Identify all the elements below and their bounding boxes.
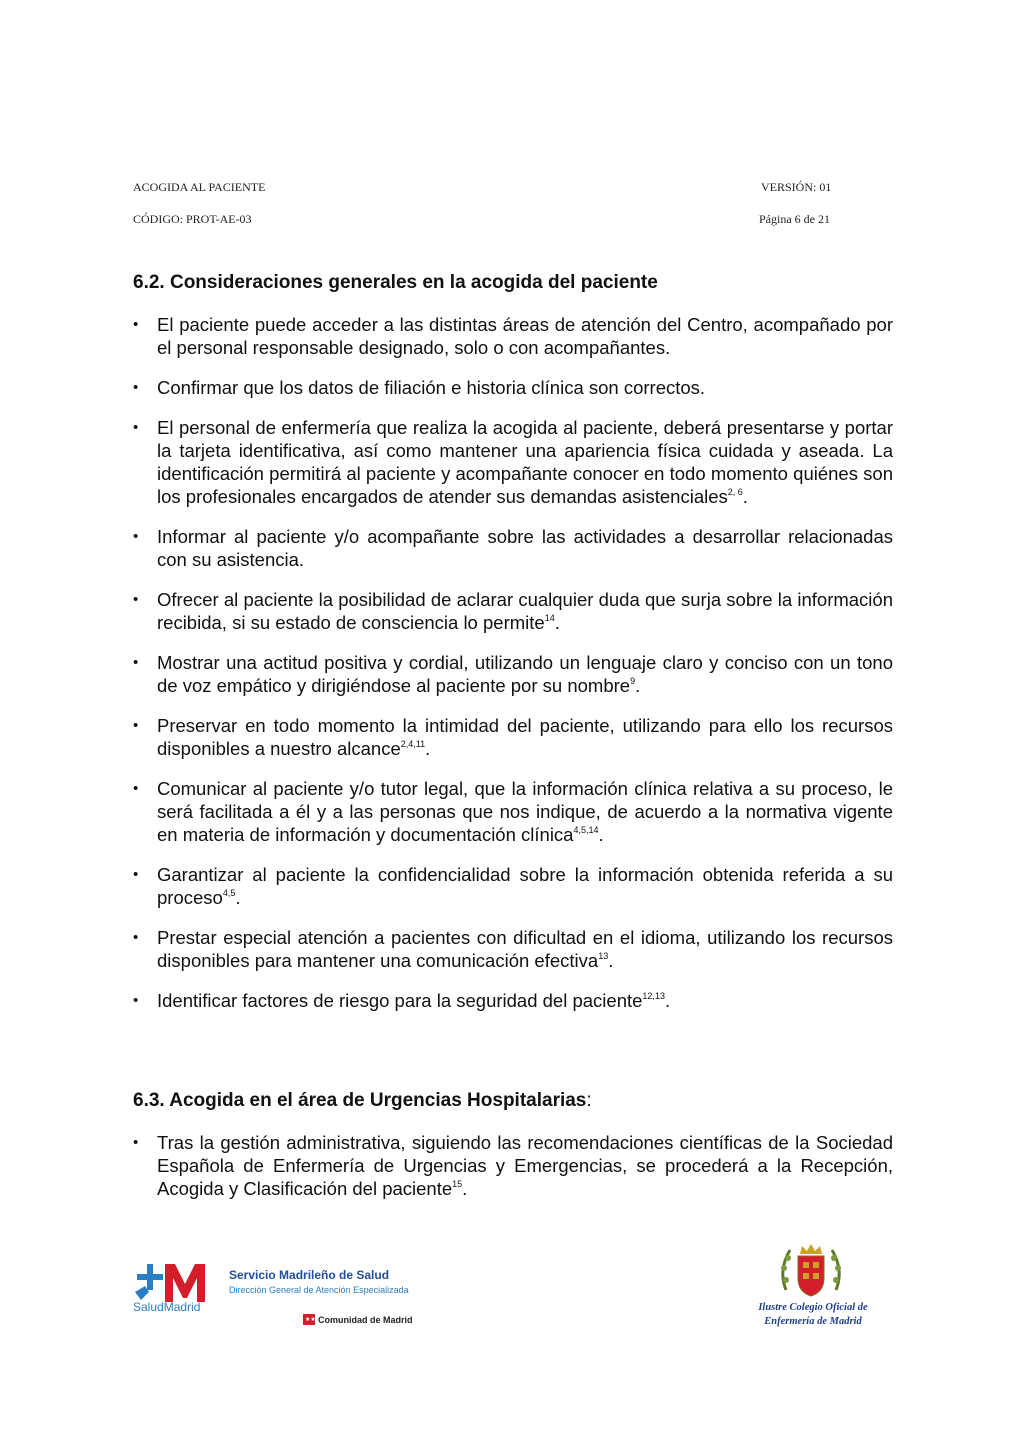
bullet-icon: • (133, 316, 139, 333)
saludmadrid-mark-icon (133, 1262, 213, 1304)
header-doc-title: ACOGIDA AL PACIENTE (133, 180, 266, 194)
colegio-name-line2: Enfermería de Madrid (764, 1316, 862, 1327)
comunidad-text: Comunidad de Madrid (318, 1314, 413, 1325)
sermas-logo (133, 1262, 433, 1332)
list-item (133, 714, 893, 760)
list-item-end-punctuation: . (664, 990, 671, 1011)
bullet-icon: • (133, 419, 139, 436)
bullet-icon: • (133, 717, 139, 734)
list-item (133, 1131, 893, 1200)
colegio-shield-icon (776, 1240, 846, 1300)
bullet-icon: • (133, 1134, 139, 1151)
reference-superscript: 2,4,11 (400, 739, 426, 749)
list-item-text: Prestar especial atención a pacientes con dificultad en el idioma, utilizando los recursos disponibles para mantener una comunicación efectiva (157, 927, 893, 971)
bullet-icon: • (133, 379, 139, 396)
bullet-icon: • (133, 780, 139, 797)
reference-superscript: 4,5 (222, 888, 236, 898)
list-item-end-punctuation: . (235, 887, 241, 908)
bullet-icon: • (133, 591, 139, 608)
header-code: CÓDIGO: PROT-AE-03 (133, 212, 252, 226)
sermas-name: Servicio Madrileño de Salud (229, 1268, 390, 1282)
list-item-end-punctuation: . (425, 738, 431, 759)
reference-superscript: 9 (630, 676, 636, 686)
comunidad-flag-icon: ★★ (303, 1314, 315, 1325)
list-item-text: Preservar en todo momento la intimidad del paciente, utilizando para ello los recursos disponibles a nuestro alcance (157, 715, 893, 759)
list-item-end-punctuation: . (462, 1178, 468, 1199)
reference-superscript: 4,5,14 (573, 825, 599, 835)
list-item-text: Tras la gestión administrativa, siguiendo las recomendaciones científicas de la Sociedad Española de Enfermería de Urgencias y Emergencias, se procederá a la Recepción, Acogida y Clasificación del paciente (157, 1132, 893, 1199)
comunidad-madrid-logo (303, 1314, 413, 1325)
list-item-text: Informar al paciente y/o acompañante sobre las actividades a desarrollar relacionadas con su asistencia. (157, 526, 893, 570)
bullet-list-6-3 (133, 1131, 893, 1217)
saludmadrid-text: SaludMadrid (133, 1300, 201, 1314)
list-item (133, 863, 893, 909)
bullet-icon: • (133, 929, 139, 946)
list-item (133, 588, 893, 634)
heading-text: 6.3. Acogida en el área de Urgencias Hospitalarias (133, 1090, 587, 1111)
list-item-text: Identificar factores de riesgo para la seguridad del paciente (157, 990, 643, 1011)
colegio-name-line1: Ilustre Colegio Oficial de (758, 1302, 868, 1313)
list-item-end-punctuation: . (598, 824, 604, 845)
section-heading-6-2: 6.2. Consideraciones generales en la acogida del paciente (133, 272, 658, 293)
reference-superscript: 15 (452, 1179, 463, 1189)
list-item-end-punctuation: . (554, 612, 560, 633)
reference-superscript: 14 (544, 613, 555, 623)
list-item-text: Confirmar que los datos de filiación e historia clínica son correctos. (157, 377, 706, 398)
list-item-text: Ofrecer al paciente la posibilidad de aclarar cualquier duda que surja sobre la información recibida, si su estado de consciencia lo permite (157, 589, 893, 633)
list-item-end-punctuation: . (608, 950, 614, 971)
list-item-text: Garantizar al paciente la confidencialidad sobre la información obtenida referida a su proceso (157, 864, 893, 908)
list-item-end-punctuation: . (635, 675, 641, 696)
bullet-icon: • (133, 866, 139, 883)
list-item (133, 989, 893, 1012)
header-version: VERSIÓN: 01 (761, 180, 832, 194)
list-item (133, 651, 893, 697)
list-item (133, 313, 893, 359)
list-item (133, 376, 893, 399)
reference-superscript: 13 (598, 951, 609, 961)
sermas-subtitle: Dirección General de Atención Especializada (229, 1285, 409, 1295)
list-item (133, 777, 893, 846)
section-heading-6-3 (133, 1090, 592, 1112)
list-item (133, 416, 893, 508)
heading-colon: : (586, 1090, 592, 1111)
bullet-icon: • (133, 654, 139, 671)
colegio-logo (748, 1240, 878, 1335)
bullet-list-6-2 (133, 313, 893, 1029)
list-item-text: Comunicar al paciente y/o tutor legal, que la información clínica relativa a su proceso, le será facilitada a él y a las personas que nos indique, de acuerdo a la normativa vigente en materia de información y documentación clínica (157, 778, 893, 845)
list-item-text: Mostrar una actitud positiva y cordial, utilizando un lenguaje claro y conciso con un tono de voz empático y dirigiéndose al paciente por su nombre (157, 652, 893, 696)
reference-superscript: 12,13 (642, 991, 665, 1001)
list-item (133, 525, 893, 571)
list-item-text: El personal de enfermería que realiza la acogida al paciente, deberá presentarse y portar la tarjeta identificativa, así como mantener una apariencia física cuidada y aseada. La identificación permitirá al paciente y acompañante conocer en todo momento quiénes son los profesionales encargados de atender sus demandas asistenciales (157, 417, 893, 507)
list-item-end-punctuation: . (742, 486, 748, 507)
bullet-icon: • (133, 992, 139, 1009)
header-page-number: Página 6 de 21 (759, 212, 830, 226)
list-item (133, 926, 893, 972)
list-item-text: El paciente puede acceder a las distintas áreas de atención del Centro, acompañado por el personal responsable designado, solo o con acompañantes. (157, 314, 893, 358)
reference-superscript: 2, 6 (727, 487, 743, 497)
bullet-icon: • (133, 528, 139, 545)
